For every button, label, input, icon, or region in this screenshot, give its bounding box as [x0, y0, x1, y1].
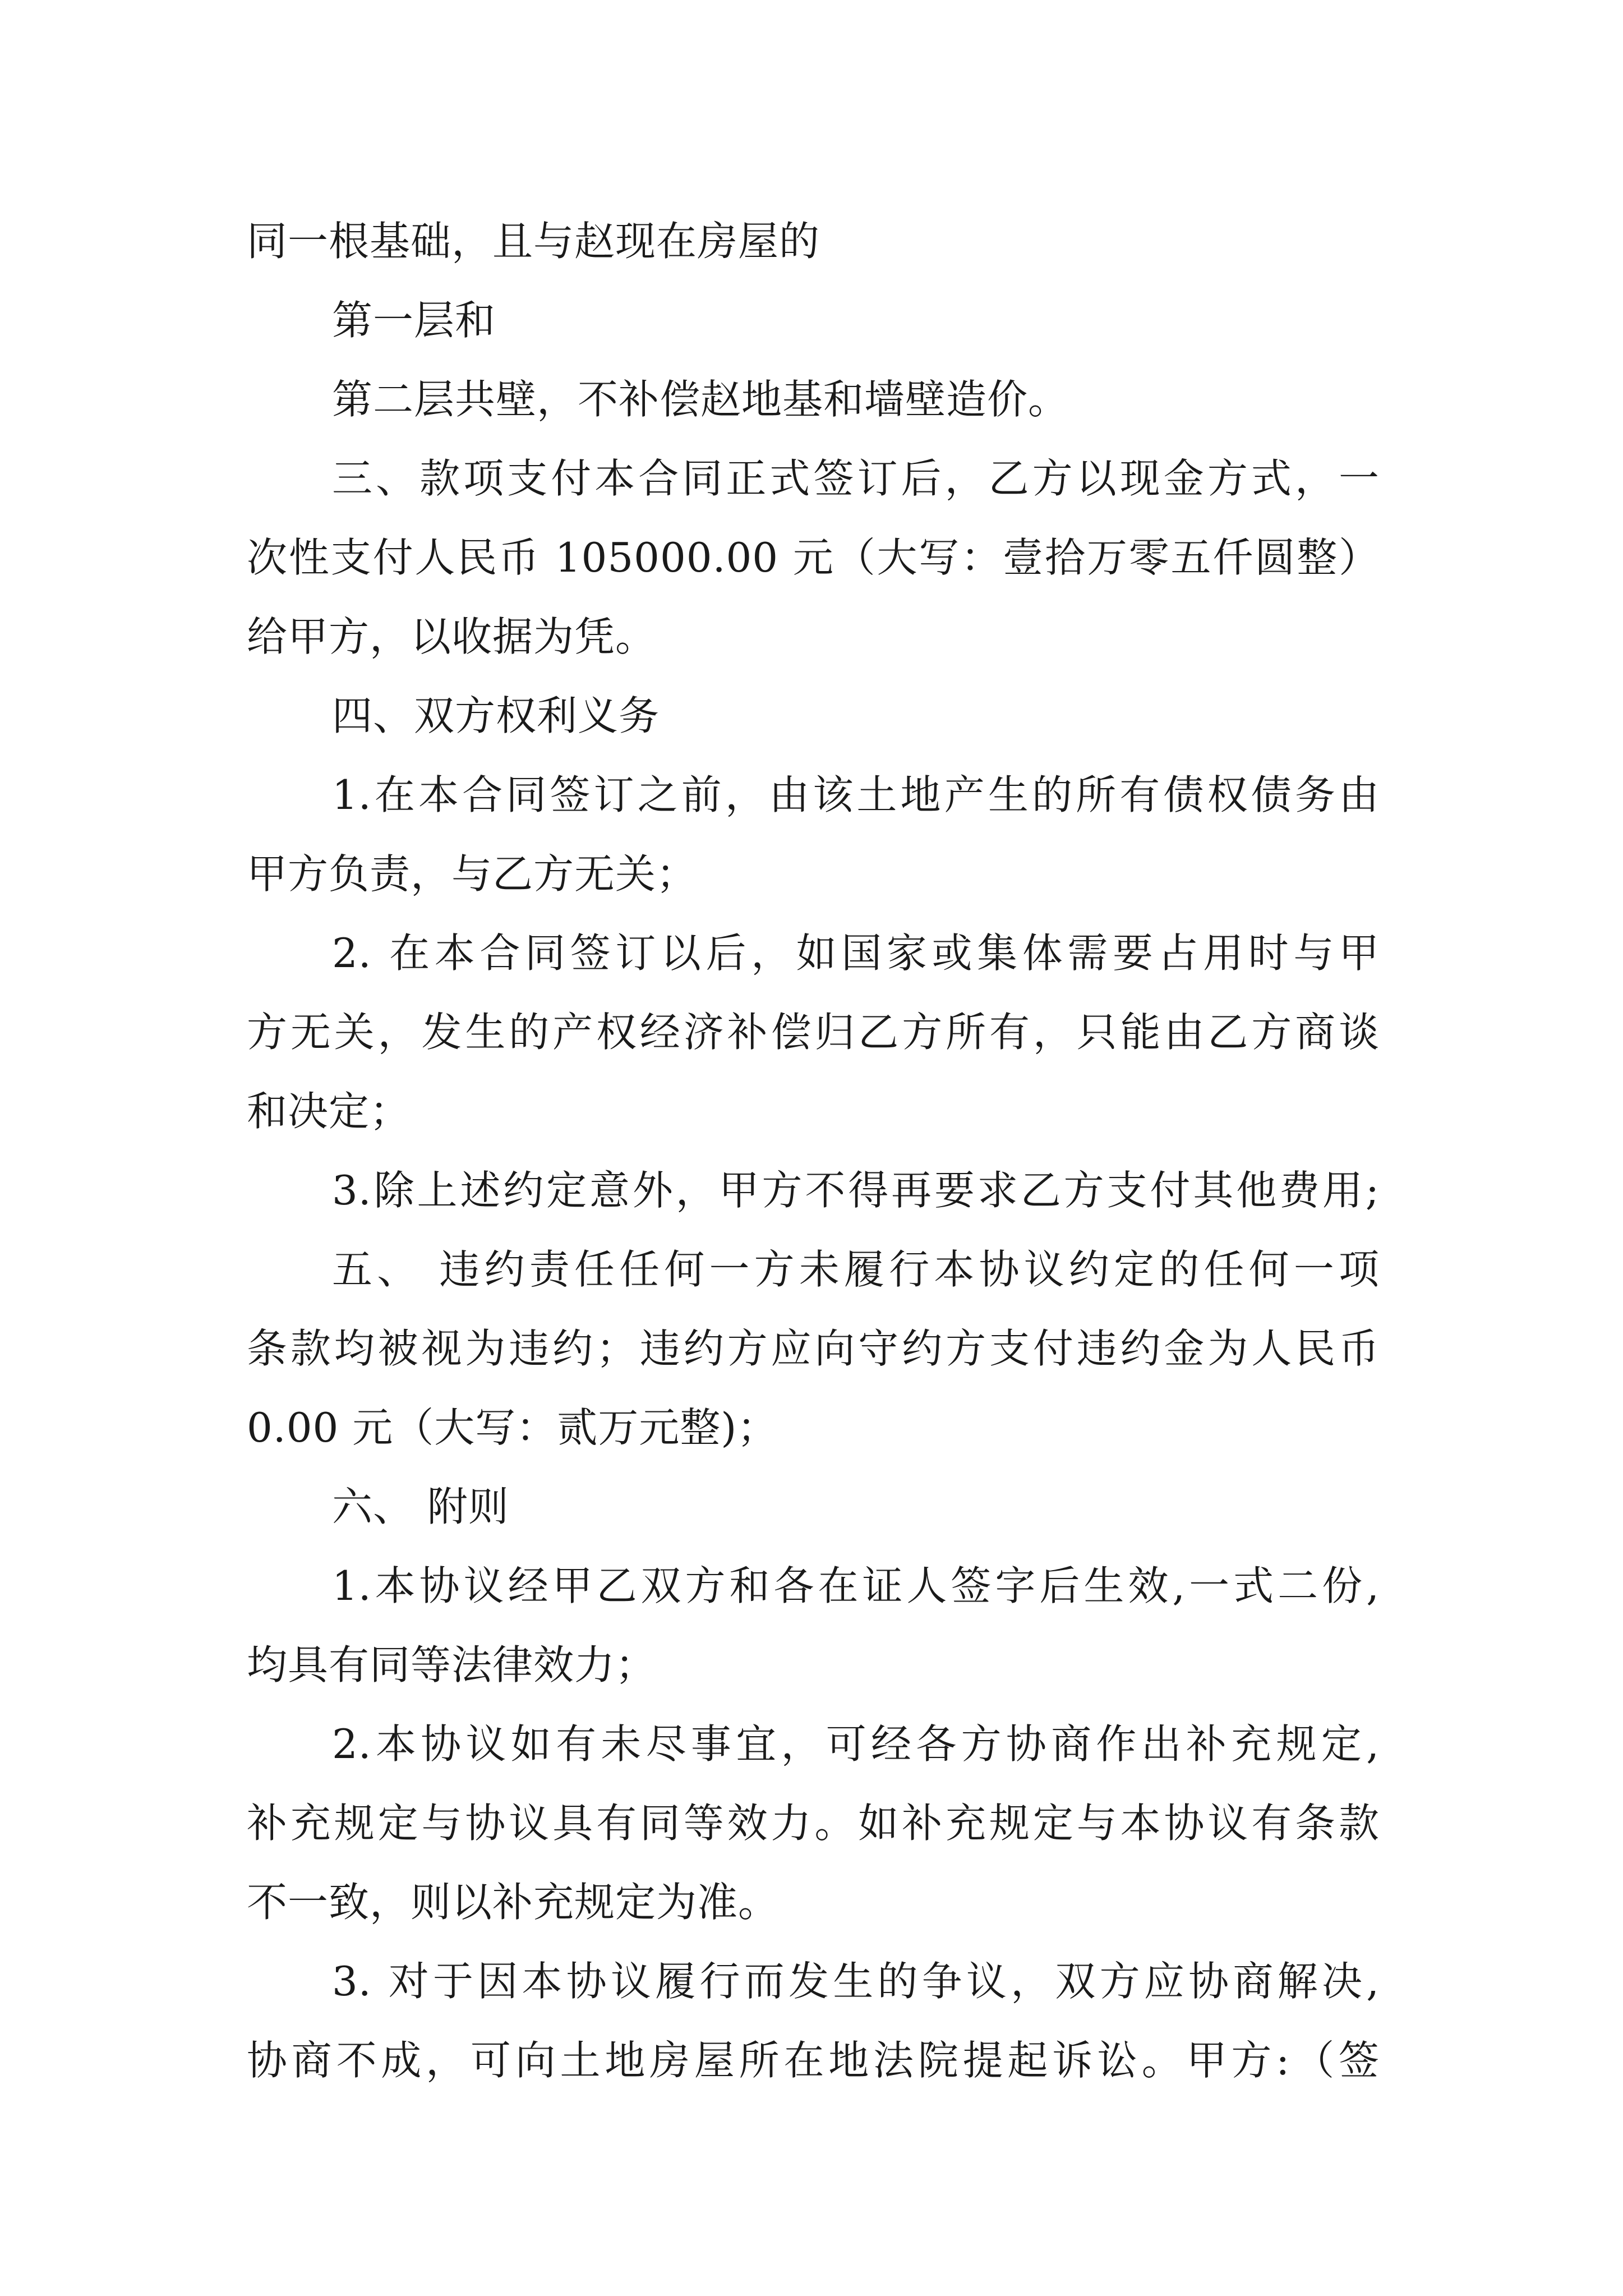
text-line: 3.除上述约定意外，甲方不得再要求乙方支付其他费用;	[332, 1167, 1380, 1214]
text-line: 条款均被视为违约；违约方应向守约方支付违约金为人民币	[247, 1325, 1380, 1372]
text-line: 均具有同等法律效力；	[247, 1641, 657, 1688]
document-body	[247, 202, 1380, 2100]
text-line: 次性支付人民币 105000.00 元（大写：壹拾万零五仟圆整）	[247, 534, 1380, 581]
text-line: 2.本协议如有未尽事宜，可经各方协商作出补充规定,	[332, 1720, 1380, 1768]
section-heading: 六、 附则	[332, 1483, 509, 1530]
text-line: 第二层共壁，不补偿赵地基和墙壁造价。	[332, 376, 1069, 423]
text-line: 协商不成，可向土地房屋所在地法院提起诉讼。甲方:（签	[247, 2037, 1380, 2084]
section-heading: 四、双方权利义务	[332, 692, 660, 739]
text-line: 和决定；	[247, 1088, 411, 1135]
text-line: 方无关，发生的产权经济补偿归乙方所有，只能由乙方商谈	[247, 1009, 1380, 1056]
text-line: 1.本协议经甲乙双方和各在证人签字后生效,一式二份,	[332, 1562, 1380, 1609]
text-line: 甲方负责，与乙方无关；	[247, 850, 698, 898]
text-line: 2. 在本合同签订以后，如国家或集体需要占用时与甲	[332, 930, 1380, 977]
text-line: 同一根基础，且与赵现在房屋的	[247, 218, 820, 265]
text-line: 五、 违约责任任何一方未履行本协议约定的任何一项	[332, 1246, 1380, 1293]
text-line: 第一层和	[332, 297, 496, 344]
text-line: 补充规定与协议具有同等效力。如补充规定与本协议有条款	[247, 1800, 1380, 1847]
text-line: 3. 对于因本协议履行而发生的争议，双方应协商解决,	[332, 1958, 1380, 2005]
text-line: 0.00 元（大写：贰万元整)；	[247, 1404, 778, 1451]
text-line: 三、款项支付本合同正式签订后，乙方以现金方式，一	[332, 455, 1380, 502]
text-line: 不一致，则以补充规定为准。	[247, 1879, 780, 1926]
text-line: 1.在本合同签订之前，由该土地产生的所有债权债务由	[332, 771, 1380, 818]
text-line: 给甲方，以收据为凭。	[247, 613, 657, 660]
